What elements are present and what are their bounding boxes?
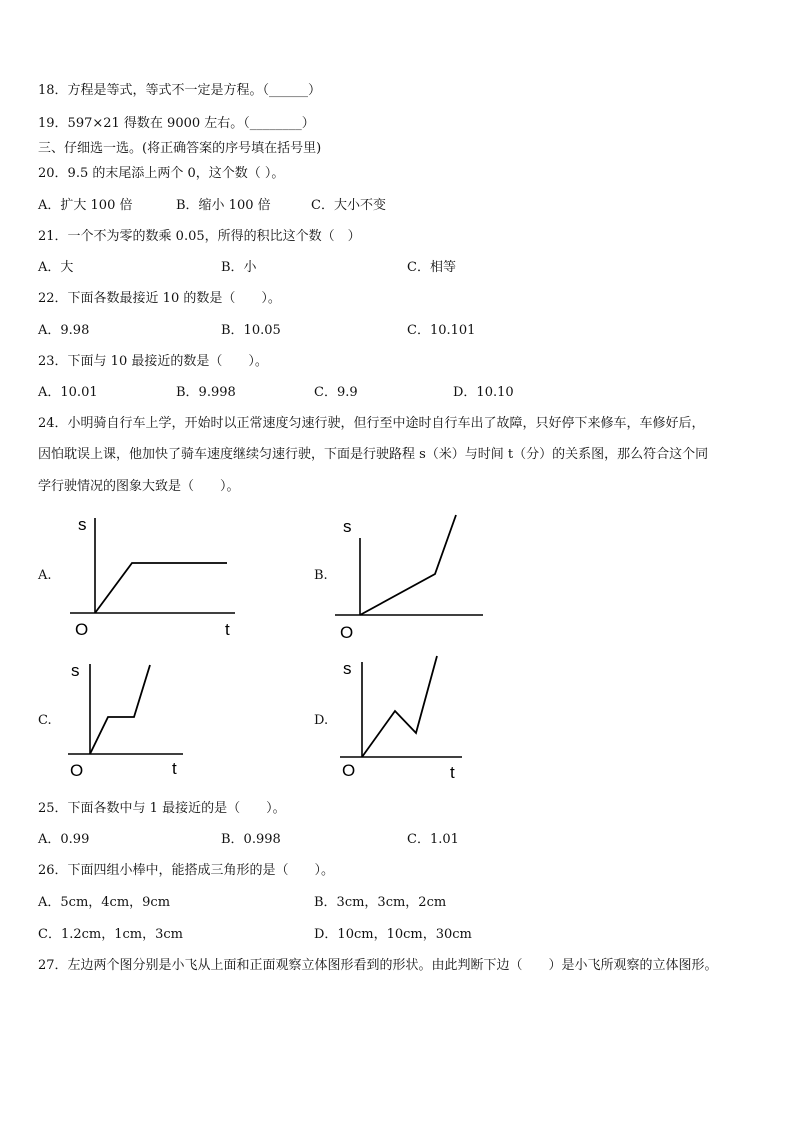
question-25-option-c: C．1.01 <box>407 832 459 847</box>
question-21-option-b: B．小 <box>221 260 257 275</box>
question-24-line-2: 因怕耽误上课，他加快了骑车速度继续匀速行驶，下面是行驶路程 s（米）与时间 t（分）的关系图，那么符合这个同 <box>38 447 709 462</box>
graph-d-t-label: t <box>450 763 455 782</box>
question-18: 18．方程是等式，等式不一定是方程。（______） <box>38 83 322 98</box>
graph-d <box>340 656 470 781</box>
graph-b <box>335 510 485 645</box>
question-20-option-c: C．大小不变 <box>311 198 386 213</box>
question-21-option-c: C．相等 <box>407 260 456 275</box>
graph-d-origin-label: O <box>342 761 356 780</box>
question-20-option-a: A．扩大 100 倍 <box>38 198 133 213</box>
question-23-option-b: B．9.998 <box>176 385 236 400</box>
question-26-option-b: B．3cm，3cm，2cm <box>314 895 447 910</box>
question-26-option-a: A．5cm，4cm，9cm <box>38 895 171 910</box>
graph-c <box>68 658 193 783</box>
question-26-option-c: C．1.2cm，1cm，3cm <box>38 927 183 942</box>
graph-b-s-label: s <box>343 517 352 536</box>
graph-a <box>70 510 240 640</box>
question-19: 19．597×21 得数在 9000 左右。（________） <box>38 116 315 131</box>
question-22-stem: 22．下面各数最接近 10 的数是（ ）。 <box>38 291 281 306</box>
question-22-option-c: C．10.101 <box>407 323 476 338</box>
graph-b-origin-label: O <box>340 623 354 642</box>
graph-a-label: A. <box>38 568 52 583</box>
question-26-option-d: D．10cm，10cm，30cm <box>314 927 472 942</box>
question-24-line-1: 24．小明骑自行车上学，开始时以正常速度匀速行驶，但行至中途时自行车出了故障，只好停下来修车，车修好后， <box>38 416 705 431</box>
question-27-stem: 27．左边两个图分别是小飞从上面和正面观察立体图形看到的形状。由此判断下边（ ）是小飞所观察的立体图形。 <box>38 958 718 973</box>
graph-c-t-label: t <box>172 759 177 778</box>
question-25-stem: 25．下面各数中与 1 最接近的是（ ）。 <box>38 801 286 816</box>
question-20-stem: 20．9.5 的末尾添上两个 0，这个数（ ）。 <box>38 166 285 181</box>
graph-a-t-label: t <box>225 620 230 639</box>
section-3-heading: 三、仔细选一选。(将正确答案的序号填在括号里) <box>38 141 322 156</box>
question-23-option-c: C．9.9 <box>314 385 358 400</box>
question-24-line-3: 学行驶情况的图象大致是（ ）。 <box>38 479 240 494</box>
question-23-stem: 23．下面与 10 最接近的数是（ ）。 <box>38 354 268 369</box>
graph-c-curve <box>90 665 150 754</box>
graph-a-curve <box>95 563 227 613</box>
graph-c-label: C. <box>38 713 52 728</box>
question-20-option-b: B．缩小 100 倍 <box>176 198 271 213</box>
graph-a-origin-label: O <box>75 620 89 639</box>
graph-c-origin-label: O <box>70 761 84 780</box>
question-23-option-d: D．10.10 <box>453 385 514 400</box>
graph-d-s-label: s <box>343 659 352 678</box>
graph-a-s-label: s <box>78 515 87 534</box>
graph-c-s-label: s <box>71 661 80 680</box>
graph-b-curve <box>360 515 456 615</box>
question-25-option-b: B．0.998 <box>221 832 281 847</box>
question-23-option-a: A．10.01 <box>38 385 98 400</box>
graph-d-curve <box>362 656 437 757</box>
question-25-option-a: A．0.99 <box>38 832 90 847</box>
question-21-option-a: A．大 <box>38 260 74 275</box>
question-22-option-b: B．10.05 <box>221 323 281 338</box>
question-22-option-a: A．9.98 <box>38 323 90 338</box>
question-21-stem: 21．一个不为零的数乘 0.05，所得的积比这个数（ ） <box>38 229 361 244</box>
graph-d-label: D. <box>314 713 329 728</box>
graph-b-label: B. <box>314 568 328 583</box>
question-26-stem: 26．下面四组小棒中，能搭成三角形的是（ ）。 <box>38 863 335 878</box>
